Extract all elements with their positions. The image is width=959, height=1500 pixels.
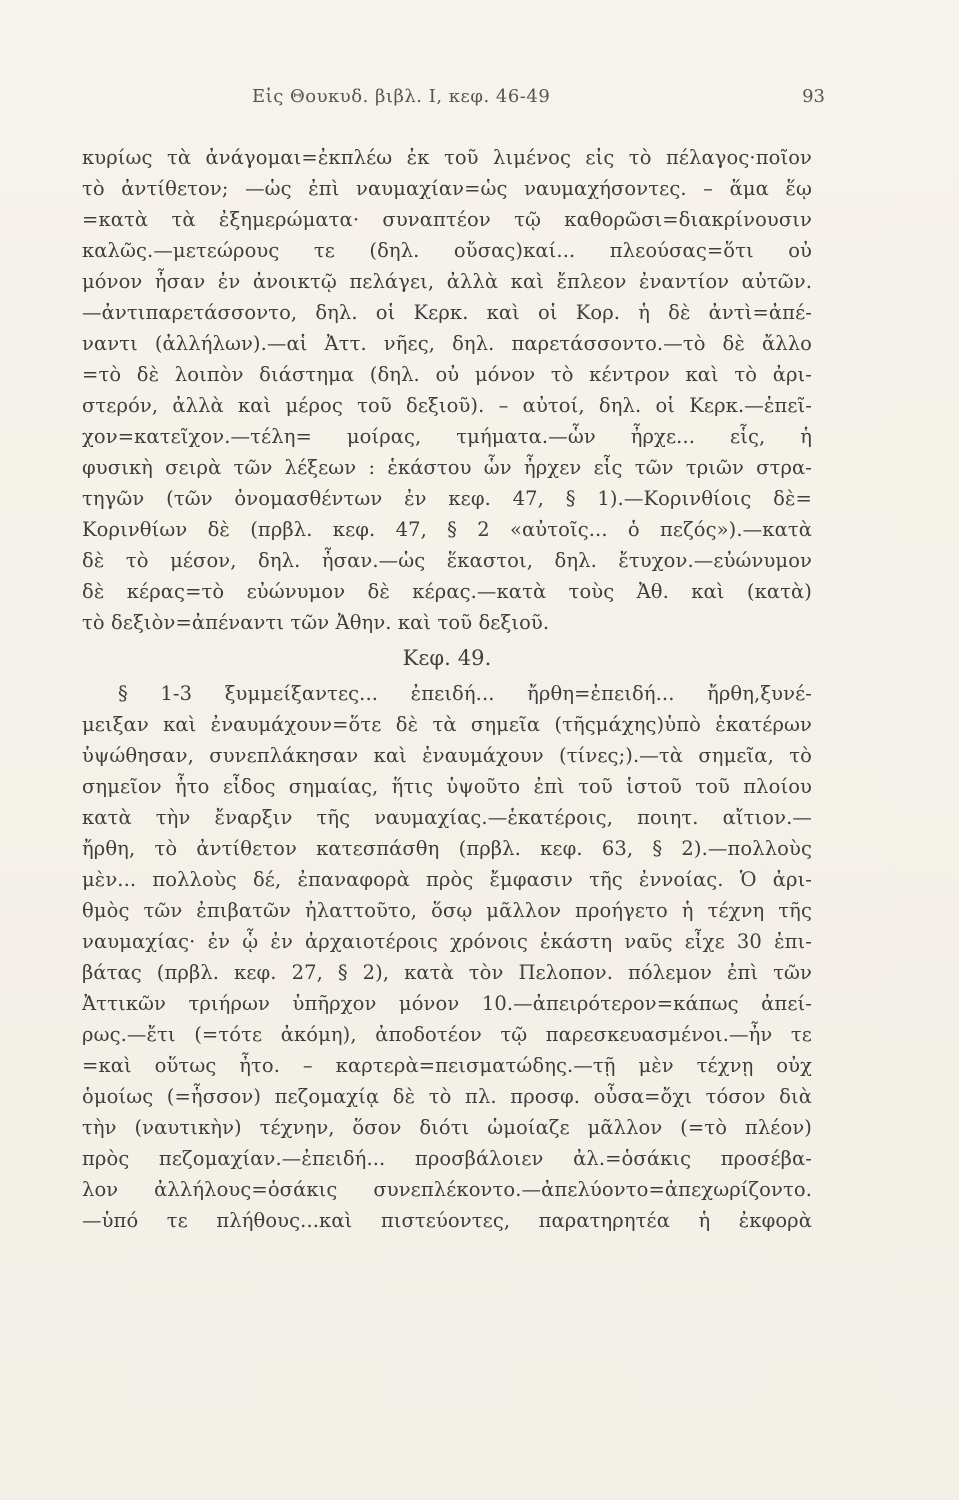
- text-line: μειξαν καὶ ἐναυμάχουν=ὅτε δὲ τὰ σημεῖα (τῆςμάχης)ὑπὸ ἑκατέρων: [82, 713, 812, 736]
- page-number: 93: [802, 86, 825, 107]
- text-line: μόνον ἦσαν ἐν ἀνοικτῷ πελάγει, ἀλλὰ καὶ ἔπλεον ἐναντίον αὐτῶν.: [82, 270, 812, 293]
- text-line: —ὑπό τε πλήθους...καὶ πιστεύοντες, παρατηρητέα ἡ ἐκφορὰ: [82, 1209, 812, 1232]
- text-line: κατὰ τὴν ἔναρξιν τῆς ναυμαχίας.—ἑκατέροις, ποιητ. αἴτιον.—: [82, 806, 812, 829]
- commentary-text: [82, 142, 812, 1236]
- text-line: λον ἀλλήλους=ὁσάκις συνεπλέκοντο.—ἀπελύοντο=ἀπεχωρίζοντο.: [82, 1178, 812, 1201]
- text-line: § 1-3 ξυμμείξαντες... ἐπειδή... ἤρθη=ἐπειδή... ἤρθη,ξυνέ-: [118, 682, 812, 705]
- text-line: Κορινθίων δὲ (πρβλ. κεφ. 47, § 2 «αὐτοῖς... ὁ πεζός»).—κατὰ: [82, 518, 812, 541]
- text-line: πρὸς πεζομαχίαν.—ἐπειδή... προσβάλοιεν ἀλ.=ὁσάκις προσέβα-: [82, 1147, 812, 1170]
- text-line: —ἀντιπαρετάσσοντο, δηλ. οἱ Κερκ. καὶ οἱ Κορ. ἡ δὲ ἀντὶ=ἀπέ-: [82, 301, 812, 324]
- text-line: χον=κατεῖχον.—τέλη= μοίρας, τμήματα.—ὧν ἦρχε... εἷς, ἡ: [82, 425, 812, 448]
- text-line: ρως.—ἔτι (=τότε ἀκόμη), ἀποδοτέον τῷ παρεσκευασμένοι.—ἦν τε: [82, 1023, 812, 1046]
- text-line: δὲ τὸ μέσον, δηλ. ἦσαν.—ὡς ἕκαστοι, δηλ. ἔτυχον.—εὐώνυμον: [82, 549, 812, 572]
- text-line: στερόν, ἀλλὰ καὶ μέρος τοῦ δεξιοῦ). – αὐτοί, δηλ. οἱ Κερκ.—ἐπεῖ-: [82, 394, 812, 417]
- text-line: σημεῖον ἦτο εἶδος σημαίας, ἥτις ὑψοῦτο ἐπὶ τοῦ ἱστοῦ τοῦ πλοίου: [82, 775, 812, 798]
- text-line: ναυμαχίας· ἐν ᾧ ἐν ἀρχαιοτέροις χρόνοις ἑκάστη ναῦς εἶχε 30 ἐπι-: [82, 930, 812, 953]
- text-line: ὁμοίως (=ἧσσον) πεζομαχίᾳ δὲ τὸ πλ. προσφ. οὖσα=ὄχι τόσον διὰ: [82, 1085, 812, 1108]
- text-line: μὲν... πολλοὺς δέ, ἐπαναφορὰ πρὸς ἔμφασιν τῆς ἐννοίας. Ὁ ἀρι-: [82, 868, 812, 891]
- chapter-heading: Κεφ. 49.: [402, 646, 492, 670]
- text-line: δὲ κέρας=τὸ εὐώνυμον δὲ κέρας.—κατὰ τοὺς Ἀθ. καὶ (κατὰ): [82, 580, 812, 603]
- text-line: τὸ δεξιὸν=ἀπέναντι τῶν Ἀθην. καὶ τοῦ δεξιοῦ.: [82, 611, 550, 634]
- text-line: ὑψώθησαν, συνεπλάκησαν καὶ ἐναυμάχουν (τίνες;).—τὰ σημεῖα, τὸ: [82, 744, 812, 767]
- text-line: τὸ ἀντίθετον; —ὡς ἐπὶ ναυμαχίαν=ὡς ναυμαχήσοντες. – ἅμα ἕῳ: [82, 177, 812, 200]
- running-head: Εἰς Θουκυδ. βιβλ. Ι, κεφ. 46-49: [252, 86, 551, 107]
- text-line: ἤρθη, τὸ ἀντίθετον κατεσπάσθη (πρβλ. κεφ. 63, § 2).—πολλοὺς: [82, 837, 812, 860]
- text-line: βάτας (πρβλ. κεφ. 27, § 2), κατὰ τὸν Πελοπον. πόλεμον ἐπὶ τῶν: [82, 961, 812, 984]
- page-header: [82, 86, 825, 116]
- text-line: =κατὰ τὰ ἐξημερώματα· συναπτέον τῷ καθορῶσι=διακρίνουσιν: [82, 208, 812, 231]
- text-line: θμὸς τῶν ἐπιβατῶν ἠλαττοῦτο, ὅσῳ μᾶλλον προήγετο ἡ τέχνη τῆς: [82, 899, 812, 922]
- text-line: Ἀττικῶν τριήρων ὑπῆρχον μόνον 10.—ἀπειρότερον=κάπως ἀπεί-: [82, 992, 812, 1015]
- text-line: καλῶς.—μετεώρους τε (δηλ. οὔσας)καί... πλεούσας=ὅτι οὐ: [82, 239, 812, 262]
- text-line: ναντι (ἀλλήλων).—αἱ Ἀττ. νῆες, δηλ. παρετάσσοντο.—τὸ δὲ ἄλλο: [82, 332, 812, 355]
- text-line: τὴν (ναυτικὴν) τέχνην, ὅσον διότι ὡμοίαζε μᾶλλον (=τὸ πλέον): [82, 1116, 812, 1139]
- text-line: =τὸ δὲ λοιπὸν διάστημα (δηλ. οὐ μόνον τὸ κέντρον καὶ τὸ ἀρι-: [82, 363, 812, 386]
- text-line: κυρίως τὰ ἀνάγομαι=ἐκπλέω ἐκ τοῦ λιμένος εἰς τὸ πέλαγος·ποῖον: [82, 146, 812, 169]
- text-line: =καὶ οὕτως ἦτο. – καρτερὰ=πεισματώδης.—τῇ μὲν τέχνῃ οὐχ: [82, 1054, 812, 1077]
- text-line: τηγῶν (τῶν ὀνομασθέντων ἐν κεφ. 47, § 1).—Κορινθίοις δὲ=: [82, 487, 812, 510]
- text-line: φυσικὴ σειρὰ τῶν λέξεων : ἑκάστου ὧν ἦρχεν εἷς τῶν τριῶν στρα-: [82, 456, 812, 479]
